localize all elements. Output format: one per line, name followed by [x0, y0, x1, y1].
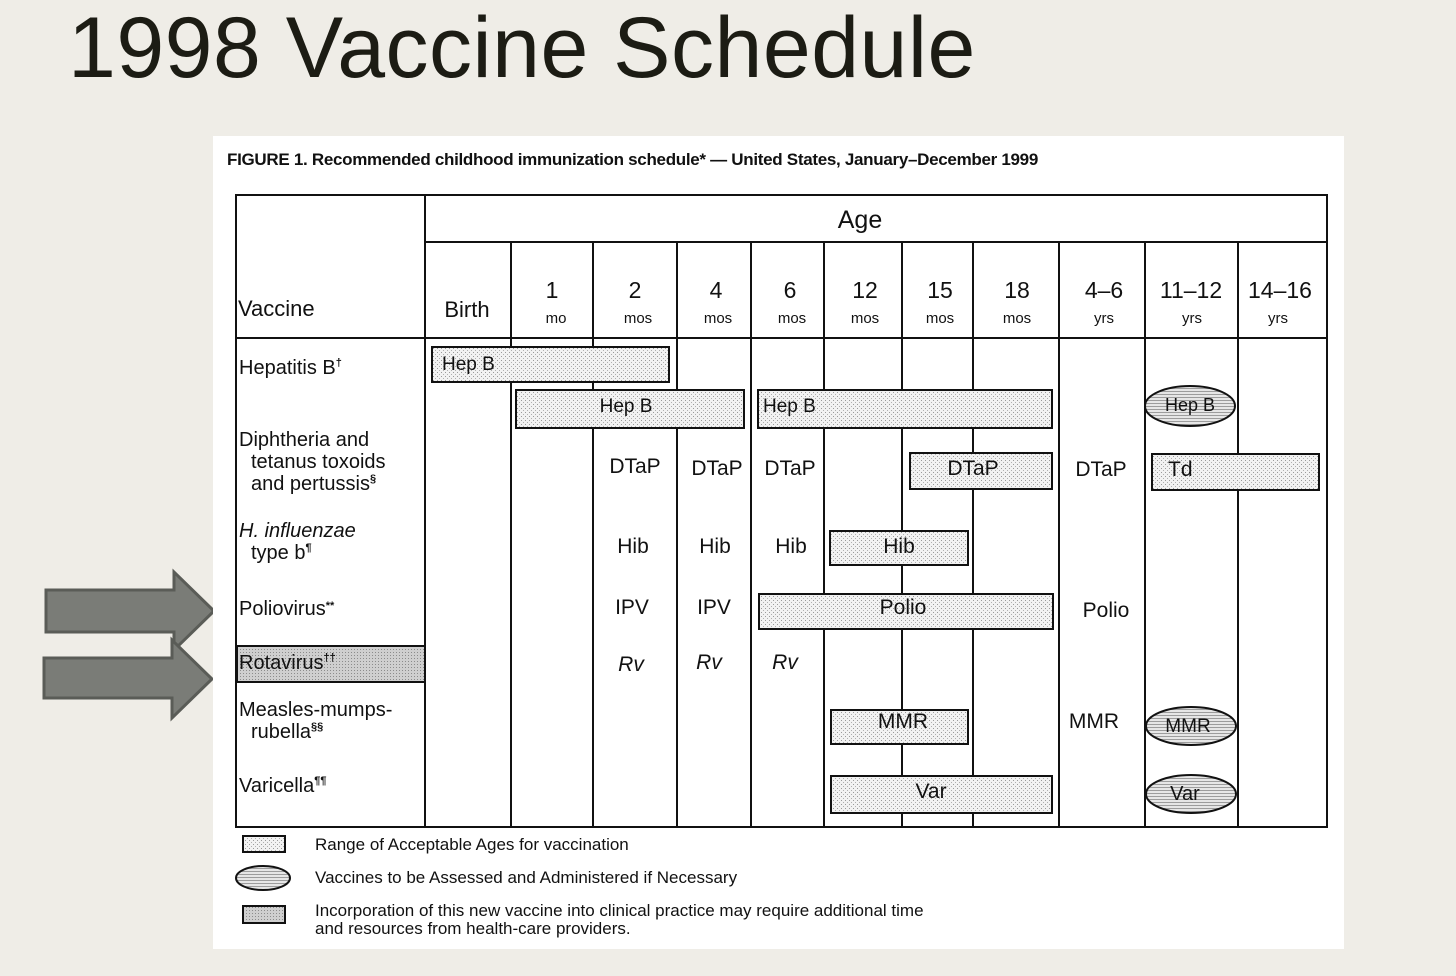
- dtap-2mo: DTaP: [609, 455, 661, 478]
- legend-range-swatch: [243, 836, 285, 852]
- age-6-num: 6: [783, 277, 797, 303]
- age-1-unit: mo: [545, 310, 567, 327]
- age-12-unit: mos: [850, 310, 880, 327]
- mmr-oval-text: MMR: [1165, 716, 1211, 737]
- slide-title: 1998 Vaccine Schedule: [68, 0, 976, 96]
- td-bar-text: Td: [1168, 458, 1193, 481]
- age-15-num: 15: [927, 277, 953, 303]
- hib-bar-text: Hib: [883, 535, 915, 558]
- dtap-4-6yrs: DTaP: [1075, 458, 1127, 481]
- label-mmr-2: rubella§§: [251, 721, 324, 743]
- hepb-bar-1-text: Hep B: [442, 354, 495, 375]
- right-arrow-icon: [38, 634, 218, 724]
- age-18-num: 18: [1004, 277, 1030, 303]
- label-var: Varicella¶¶: [239, 775, 327, 797]
- var-oval-text: Var: [1170, 783, 1200, 805]
- age-columns: [444, 277, 1312, 327]
- legend-new-text-1: Incorporation of this new vaccine into clinical practice may require additional time: [315, 901, 924, 920]
- label-hib-2: type b¶: [251, 542, 312, 564]
- ipv-4mo: IPV: [697, 596, 731, 619]
- age-12-num: 12: [852, 277, 878, 303]
- age-14-16-num: 14–16: [1248, 277, 1312, 303]
- age-2-unit: mos: [623, 310, 653, 327]
- age-11-12-num: 11–12: [1159, 277, 1223, 303]
- label-mmr-1: Measles-mumps-: [239, 699, 393, 721]
- dtap-4mo: DTaP: [691, 457, 743, 480]
- dtap-6mo: DTaP: [764, 457, 816, 480]
- polio-bar-text: Polio: [879, 596, 927, 619]
- hepb-bar-3-text: Hep B: [763, 396, 816, 417]
- label-dtap-2: tetanus toxoids: [251, 451, 386, 473]
- mmr-bar-text: MMR: [877, 710, 929, 733]
- immunization-figure: [213, 136, 1344, 949]
- label-dtap-3: and pertussis§: [251, 473, 377, 495]
- var-bar-text: Var: [915, 780, 947, 803]
- age-15-unit: mos: [925, 310, 955, 327]
- age-18-unit: mos: [1002, 310, 1032, 327]
- legend: [236, 835, 924, 938]
- hepb-bar-2-text: Hep B: [599, 396, 653, 417]
- hepb-oval-text: Hep B: [1164, 395, 1216, 415]
- dtap-bar-text: DTaP: [947, 457, 999, 480]
- label-rota: Rotavirus††: [239, 652, 336, 674]
- age-4-unit: mos: [703, 310, 733, 327]
- vaccine-labels: [239, 357, 392, 797]
- rv-6mo: Rv: [772, 651, 798, 674]
- age-header: Age: [837, 206, 883, 234]
- vaccine-header: Vaccine: [238, 296, 315, 321]
- schedule-table: [213, 136, 1344, 949]
- rv-2mo: Rv: [618, 653, 644, 676]
- mmr-4-6yrs: MMR: [1068, 710, 1120, 733]
- legend-new-swatch: [243, 906, 285, 923]
- label-dtap-1: Diphtheria and: [239, 429, 370, 451]
- age-4-num: 4: [709, 277, 723, 303]
- legend-new-text-2: and resources from health-care providers.: [315, 919, 631, 938]
- legend-assess-text: Vaccines to be Assessed and Administered if Necessary: [315, 868, 738, 887]
- age-6-unit: mos: [777, 310, 807, 327]
- hib-6mo: Hib: [775, 535, 807, 558]
- age-1-num: 1: [545, 277, 559, 303]
- age-14-16-unit: yrs: [1268, 310, 1288, 327]
- legend-assess-swatch: [236, 866, 290, 890]
- label-hepb: Hepatitis B†: [239, 357, 342, 379]
- label-polio: Poliovirus**: [239, 598, 335, 620]
- polio-4-6yrs: Polio: [1082, 599, 1130, 622]
- ipv-2mo: IPV: [615, 596, 649, 619]
- legend-range-text: Range of Acceptable Ages for vaccination: [315, 835, 629, 854]
- hib-2mo: Hib: [617, 535, 649, 558]
- age-4-6-num: 4–6: [1084, 277, 1124, 303]
- age-4-6-unit: yrs: [1094, 310, 1114, 327]
- age-birth: Birth: [444, 297, 490, 322]
- rv-4mo: Rv: [696, 651, 722, 674]
- label-hib-1: H. influenzae: [239, 520, 356, 542]
- figure-caption: FIGURE 1. Recommended childhood immunization schedule* — United States, January–December 1999: [227, 150, 1038, 169]
- age-11-12-unit: yrs: [1182, 310, 1202, 327]
- hib-4mo: Hib: [699, 535, 731, 558]
- age-2-num: 2: [628, 277, 642, 303]
